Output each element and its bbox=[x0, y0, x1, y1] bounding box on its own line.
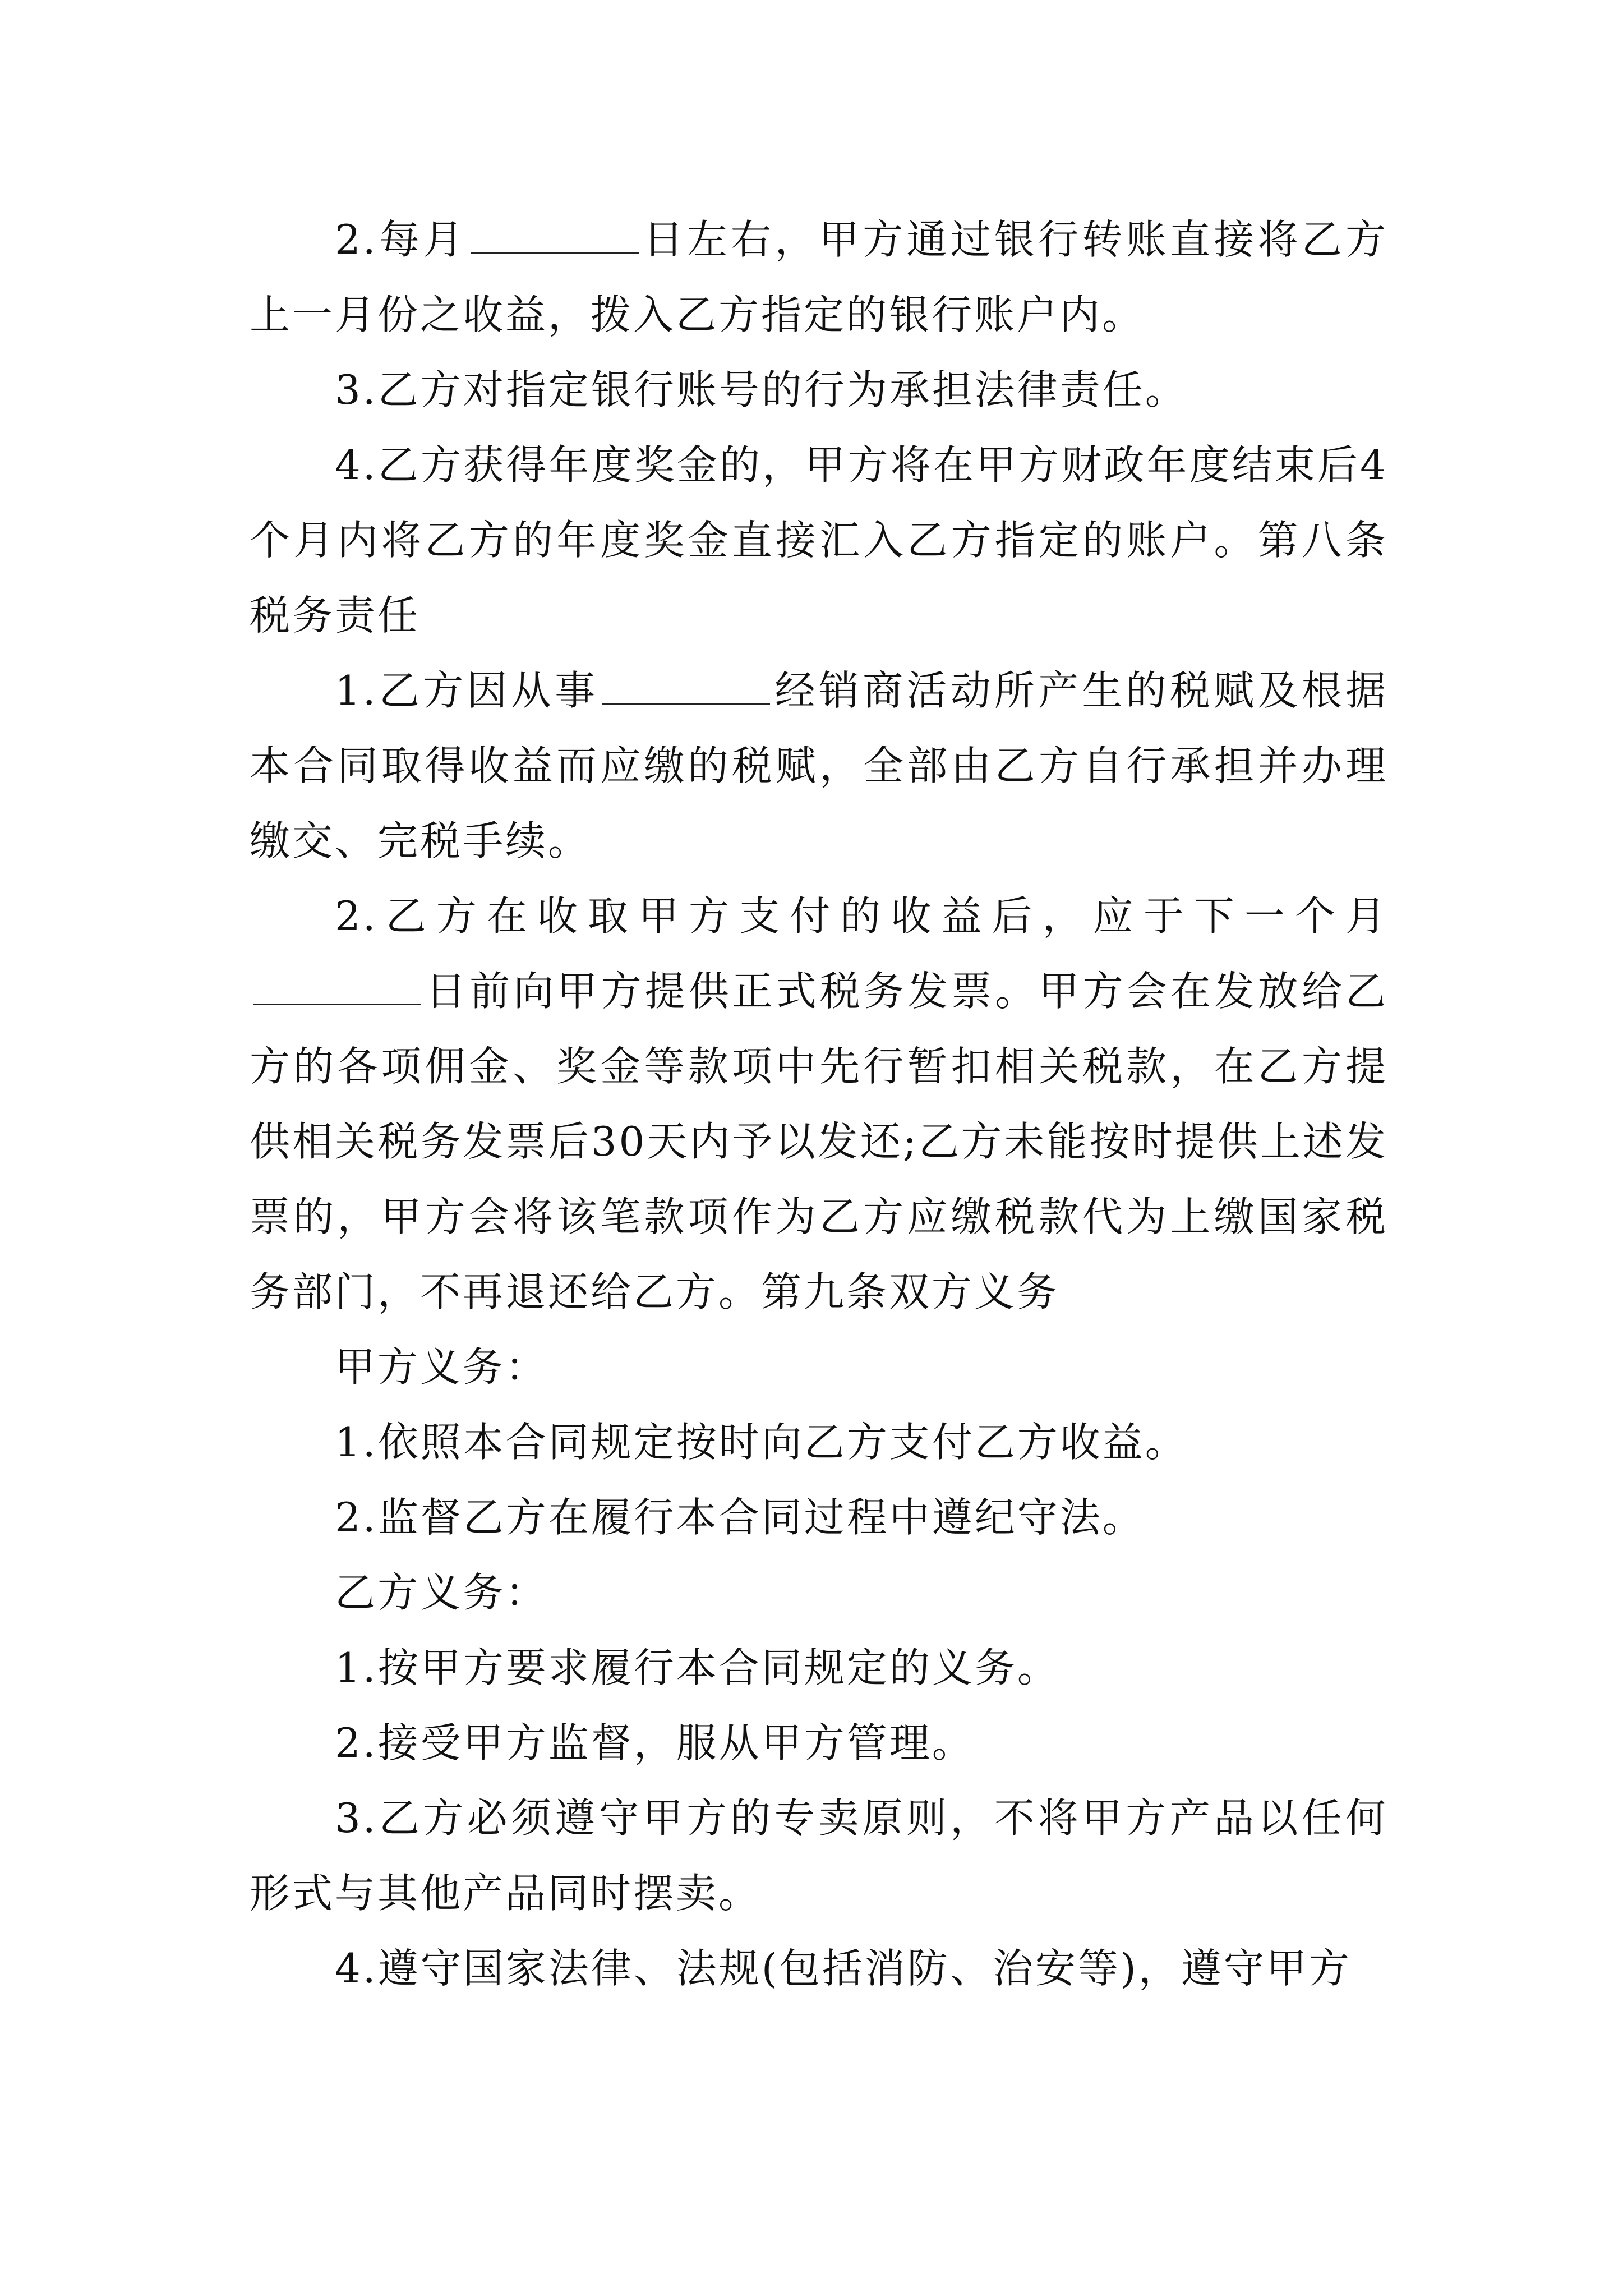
paragraph-monthly-payment bbox=[250, 202, 1388, 352]
paragraph-party-a-obligation-2: 2.监督乙方在履行本合同过程中遵纪守法。 bbox=[335, 1494, 1145, 1541]
heading-party-b-obligations: 乙方义务： bbox=[335, 1569, 548, 1616]
paragraph-party-b-obligation-1: 1.按甲方要求履行本合同规定的义务。 bbox=[335, 1644, 1060, 1691]
paragraph-text: 日左右，甲方通过银行转账直接将乙方上一月份之收益，拨入乙方指定的银行账户内。 bbox=[250, 216, 1388, 338]
paragraph-text: 日前向甲方提供正式税务发票。甲方会在发放给乙方的各项佣金、奖金等款项中先行暂扣相关税款，在乙方提供相关税务发票后30天内予以发还;乙方未能按时提供上述发票的，甲方会将该笔款项作为乙方应缴税款代为上缴国家税务部门，不再退还给乙方。第九条双方义务 bbox=[250, 968, 1388, 1315]
paragraph-party-b-obligation-3: 3.乙方必须遵守甲方的专卖原则，不将甲方产品以任何形式与其他产品同时摆卖。 bbox=[250, 1795, 1388, 1917]
heading-party-a-obligations: 甲方义务： bbox=[335, 1343, 548, 1391]
paragraph-text: 2.每月 bbox=[335, 216, 467, 263]
paragraph-text: 1.乙方因从事 bbox=[335, 667, 599, 714]
document-body bbox=[250, 202, 1388, 2006]
paragraph-text: 2.乙方在收取甲方支付的收益后，应于下一个月 bbox=[335, 892, 1388, 940]
paragraph-tax-burden bbox=[250, 653, 1388, 878]
fill-in-blank bbox=[471, 218, 639, 254]
paragraph-text: 经销商活动所产生的税赋及根据本合同取得收益而应缴的税赋，全部由乙方自行承担并办理缴交、完税手续。 bbox=[250, 667, 1388, 864]
paragraph-tax-invoice bbox=[250, 878, 1388, 1329]
fill-in-blank bbox=[253, 970, 421, 1005]
paragraph-party-a-obligation-1: 1.依照本合同规定按时向乙方支付乙方收益。 bbox=[335, 1419, 1188, 1466]
paragraph-bank-account-liability: 3.乙方对指定银行账号的行为承担法律责任。 bbox=[335, 366, 1188, 413]
paragraph-party-b-obligation-4: 4.遵守国家法律、法规(包括消防、治安等)，遵守甲方 bbox=[335, 1945, 1352, 1992]
fill-in-blank bbox=[602, 669, 770, 705]
paragraph-annual-bonus: 4.乙方获得年度奖金的，甲方将在甲方财政年度结束后4个月内将乙方的年度奖金直接汇入乙方指定的账户。第八条税务责任 bbox=[250, 441, 1388, 639]
paragraph-party-b-obligation-2: 2.接受甲方监督，服从甲方管理。 bbox=[335, 1719, 975, 1766]
